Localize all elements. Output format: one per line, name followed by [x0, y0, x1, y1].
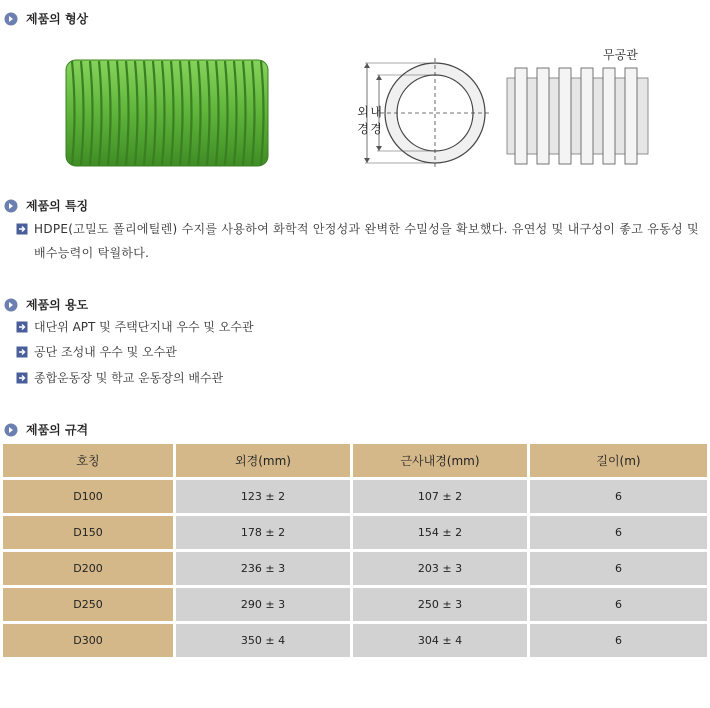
use-item — [16, 366, 223, 390]
circle-arrow-icon — [4, 298, 18, 312]
cell-nominal: D300 — [3, 624, 173, 657]
circle-arrow-icon — [4, 423, 18, 437]
header-length: 길이(m) — [530, 444, 707, 477]
pipe-side-view-diagram — [505, 66, 650, 166]
section-title-text: 제품의 형상 — [26, 12, 89, 26]
cell-nominal: D100 — [3, 480, 173, 513]
non-perforated-pipe-label: 무공관 — [603, 48, 638, 62]
table-row — [3, 624, 707, 657]
cell-length: 6 — [530, 480, 707, 513]
cell-nominal: D250 — [3, 588, 173, 621]
green-pipe-image — [62, 56, 272, 170]
section-title-text: 제품의 규격 — [26, 423, 89, 437]
use-item — [16, 340, 177, 364]
section-title-text: 제품의 용도 — [26, 298, 89, 312]
cell-length: 6 — [530, 552, 707, 585]
cell-length: 6 — [530, 624, 707, 657]
features-text: HDPE(고밀도 폴리에틸렌) 수지를 사용하여 화학적 안정성과 완벽한 수밀성을 확보했다. 유연성 및 내구성이 좋고 유동성 및 배수능력이 탁월하다. — [34, 222, 699, 260]
square-arrow-icon — [16, 223, 28, 235]
square-arrow-icon — [16, 321, 28, 333]
header-inner-diameter: 근사내경(mm) — [353, 444, 527, 477]
outer-diameter-label: 외경 — [357, 105, 369, 136]
circle-arrow-icon — [4, 12, 18, 26]
section-title-features — [4, 197, 88, 214]
cell-inner: 203 ± 3 — [353, 552, 527, 585]
use-item — [16, 315, 254, 339]
square-arrow-icon — [16, 372, 28, 384]
section-title-uses — [4, 296, 88, 313]
cell-length: 6 — [530, 516, 707, 549]
table-row — [3, 480, 707, 513]
cell-inner: 107 ± 2 — [353, 480, 527, 513]
section-title-text: 제품의 특징 — [26, 199, 89, 213]
cell-outer: 178 ± 2 — [176, 516, 350, 549]
cell-outer: 350 ± 4 — [176, 624, 350, 657]
cell-outer: 123 ± 2 — [176, 480, 350, 513]
use-item-text: 공단 조성내 우수 및 오수관 — [34, 345, 177, 359]
table-header-row — [3, 444, 707, 477]
features-paragraph — [16, 217, 706, 265]
section-title-specs — [4, 421, 88, 438]
inner-diameter-label: 내경 — [370, 105, 382, 136]
use-item-text: 종합운동장 및 학교 운동장의 배수관 — [34, 371, 224, 385]
section-title-shape — [4, 10, 88, 27]
use-item-text: 대단위 APT 및 주택단지내 우수 및 오수관 — [34, 320, 254, 334]
cell-nominal: D150 — [3, 516, 173, 549]
cell-nominal: D200 — [3, 552, 173, 585]
square-arrow-icon — [16, 346, 28, 358]
cell-length: 6 — [530, 588, 707, 621]
header-outer-diameter: 외경(mm) — [176, 444, 350, 477]
cell-outer: 290 ± 3 — [176, 588, 350, 621]
table-row — [3, 516, 707, 549]
specs-table — [0, 441, 710, 660]
table-row — [3, 588, 707, 621]
cell-inner: 250 ± 3 — [353, 588, 527, 621]
circle-arrow-icon — [4, 199, 18, 213]
header-nominal: 호칭 — [3, 444, 173, 477]
cell-outer: 236 ± 3 — [176, 552, 350, 585]
table-row — [3, 552, 707, 585]
cell-inner: 304 ± 4 — [353, 624, 527, 657]
cell-inner: 154 ± 2 — [353, 516, 527, 549]
